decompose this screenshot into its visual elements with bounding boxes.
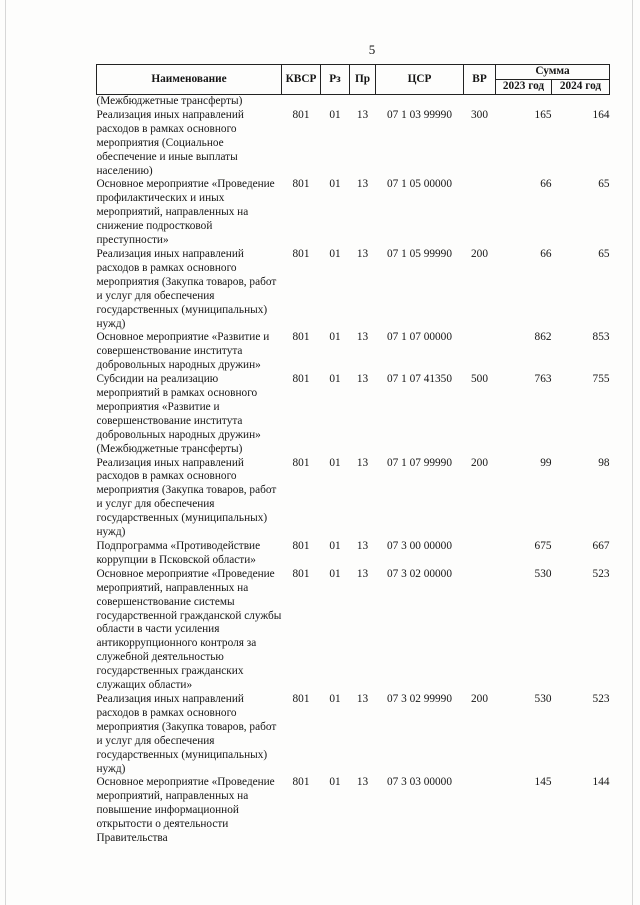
cell-pr: 13 <box>356 331 369 344</box>
cell-2024: 755 <box>592 373 610 386</box>
cell-rz <box>321 95 350 109</box>
cell-kvsr: 801 <box>292 373 310 386</box>
cell-pr <box>350 95 376 109</box>
scan-edge-left <box>5 0 6 905</box>
cell-2023: 165 <box>534 108 552 121</box>
cell-name: Субсидии на реализацию мероприятий в рамках основного мероприятия «Развитие и совершенствование института добровольных народных дружин» (Межбюджетные трансферты) <box>96 373 261 455</box>
cell-rz: 01 <box>329 776 341 789</box>
cell-name: Реализация иных направлений расходов в рамках основного мероприятия (Закупка товаров, работ и услуг для обеспечения государственных (муниципальных) нужд) <box>96 247 277 330</box>
cell-2023: 530 <box>534 567 552 580</box>
cell-vr: 500 <box>471 373 488 386</box>
cell-rz: 01 <box>329 540 341 552</box>
cell-name: Основное мероприятие «Развитие и совершенствование института добровольных народных дружин» <box>96 331 270 372</box>
cell-name: Реализация иных направлений расходов в рамках основного мероприятия (Закупка товаров, работ и услуг для обеспечения государственных (муниципальных) нужд) <box>96 456 277 539</box>
cell-vr: 200 <box>471 692 488 705</box>
cell-2024: 523 <box>592 567 610 580</box>
cell-kvsr: 801 <box>292 108 310 121</box>
cell-kvsr: 801 <box>292 776 310 789</box>
cell-2024: 65 <box>598 178 610 191</box>
cell-pr: 13 <box>356 373 369 386</box>
cell-kvsr: 801 <box>292 567 310 580</box>
table-header <box>97 65 610 95</box>
cell-2024: 98 <box>598 456 610 469</box>
cell-2023: 862 <box>534 331 552 344</box>
cell-vr <box>464 776 496 846</box>
cell-2024: 144 <box>592 776 610 789</box>
table-row <box>97 373 610 456</box>
cell-2023: 99 <box>540 456 552 469</box>
header-rz: Рз <box>321 65 350 95</box>
cell-kvsr: 801 <box>292 331 310 344</box>
cell-vr: 200 <box>471 247 488 260</box>
table-row <box>97 248 610 331</box>
cell-csr: 07 1 07 41350 <box>387 373 452 386</box>
cell-rz: 01 <box>329 373 341 386</box>
table-row <box>97 331 610 373</box>
cell-csr: 07 3 00 00000 <box>387 540 452 552</box>
cell-vr: 300 <box>471 108 488 121</box>
table-row <box>97 109 610 179</box>
cell-rz: 01 <box>329 331 341 344</box>
cell-rz: 01 <box>329 108 341 121</box>
cell-pr: 13 <box>356 540 369 552</box>
cell-csr: 07 3 03 00000 <box>387 776 452 789</box>
header-sum: Сумма <box>496 65 610 80</box>
cell-vr <box>464 95 496 109</box>
budget-table <box>96 64 610 846</box>
cell-rz: 01 <box>329 178 341 191</box>
cell-pr: 13 <box>356 567 369 580</box>
cell-vr <box>464 331 496 373</box>
cell-csr: 07 1 05 00000 <box>387 178 452 191</box>
cell-rz: 01 <box>329 456 341 469</box>
cell-csr <box>376 95 464 109</box>
cell-2023: 675 <box>534 540 552 552</box>
cell-2024: 667 <box>592 540 610 552</box>
cell-name: (Межбюджетные трансферты) <box>96 95 243 107</box>
cell-csr: 07 1 03 99990 <box>387 108 452 121</box>
page-number: 5 <box>368 42 376 57</box>
cell-2024: 523 <box>592 692 610 705</box>
table-row <box>97 693 610 776</box>
cell-pr: 13 <box>356 456 369 469</box>
cell-2023: 530 <box>534 692 552 705</box>
cell-vr <box>464 540 496 568</box>
cell-kvsr: 801 <box>292 178 310 191</box>
cell-csr: 07 3 02 00000 <box>387 567 452 580</box>
cell-2024 <box>552 95 610 109</box>
cell-name: Основное мероприятие «Проведение мероприятий, направленных на совершенствование системы государственной гражданской службы области в части усиления антикоррупционного контроля за служебной деятельностью государственных гражданских служащих области» <box>96 567 282 692</box>
cell-2024: 65 <box>598 247 610 260</box>
cell-name: Основное мероприятие «Проведение профилактических и иных мероприятий, направленных на снижение подростковой преступности» <box>96 178 275 247</box>
header-year-2024: 2024 год <box>552 80 610 95</box>
cell-rz: 01 <box>329 247 341 260</box>
table-row <box>97 457 610 540</box>
cell-csr: 07 3 02 99990 <box>387 692 452 705</box>
cell-csr: 07 1 05 99990 <box>387 247 452 260</box>
cell-2023: 66 <box>540 178 552 191</box>
header-pr: Пр <box>350 65 376 95</box>
cell-vr <box>464 568 496 693</box>
cell-kvsr <box>282 95 321 109</box>
scan-edge-right <box>632 0 633 905</box>
cell-name: Основное мероприятие «Проведение мероприятий, направленных на повышение информационной открытости о деятельности Правительства <box>96 776 275 845</box>
cell-kvsr: 801 <box>292 540 310 552</box>
cell-pr: 13 <box>356 178 369 191</box>
cell-name: Реализация иных направлений расходов в рамках основного мероприятия (Социальное обеспечение и иные выплаты населению) <box>96 108 244 177</box>
header-kvsr: КВСР <box>282 65 321 95</box>
cell-2024: 164 <box>592 108 610 121</box>
cell-pr: 13 <box>356 692 369 705</box>
cell-name: Подпрограмма «Противодействие коррупции в Псковской области» <box>96 540 261 566</box>
table-row <box>97 95 610 109</box>
cell-vr: 200 <box>471 456 488 469</box>
cell-2023: 763 <box>534 373 552 386</box>
cell-2023 <box>496 95 552 109</box>
cell-csr: 07 1 07 00000 <box>387 331 452 344</box>
header-csr: ЦСР <box>376 65 464 95</box>
cell-rz: 01 <box>329 692 341 705</box>
cell-kvsr: 801 <box>292 456 310 469</box>
cell-kvsr: 801 <box>292 247 310 260</box>
cell-rz: 01 <box>329 567 341 580</box>
table-row <box>97 540 610 568</box>
cell-2024: 853 <box>592 331 610 344</box>
cell-pr: 13 <box>356 108 369 121</box>
cell-kvsr: 801 <box>292 692 310 705</box>
cell-2023: 145 <box>534 776 552 789</box>
table-row <box>97 568 610 693</box>
cell-2023: 66 <box>540 247 552 260</box>
table-row <box>97 178 610 248</box>
cell-pr: 13 <box>356 776 369 789</box>
cell-vr <box>464 178 496 248</box>
cell-pr: 13 <box>356 247 369 260</box>
header-vr: ВР <box>464 65 496 95</box>
table-row <box>97 776 610 846</box>
cell-csr: 07 1 07 99990 <box>387 456 452 469</box>
header-year-2023: 2023 год <box>496 80 552 95</box>
cell-name: Реализация иных направлений расходов в рамках основного мероприятия (Закупка товаров, работ и услуг для обеспечения государственных (муниципальных) нужд) <box>96 692 277 775</box>
header-name: Наименование <box>97 65 282 95</box>
